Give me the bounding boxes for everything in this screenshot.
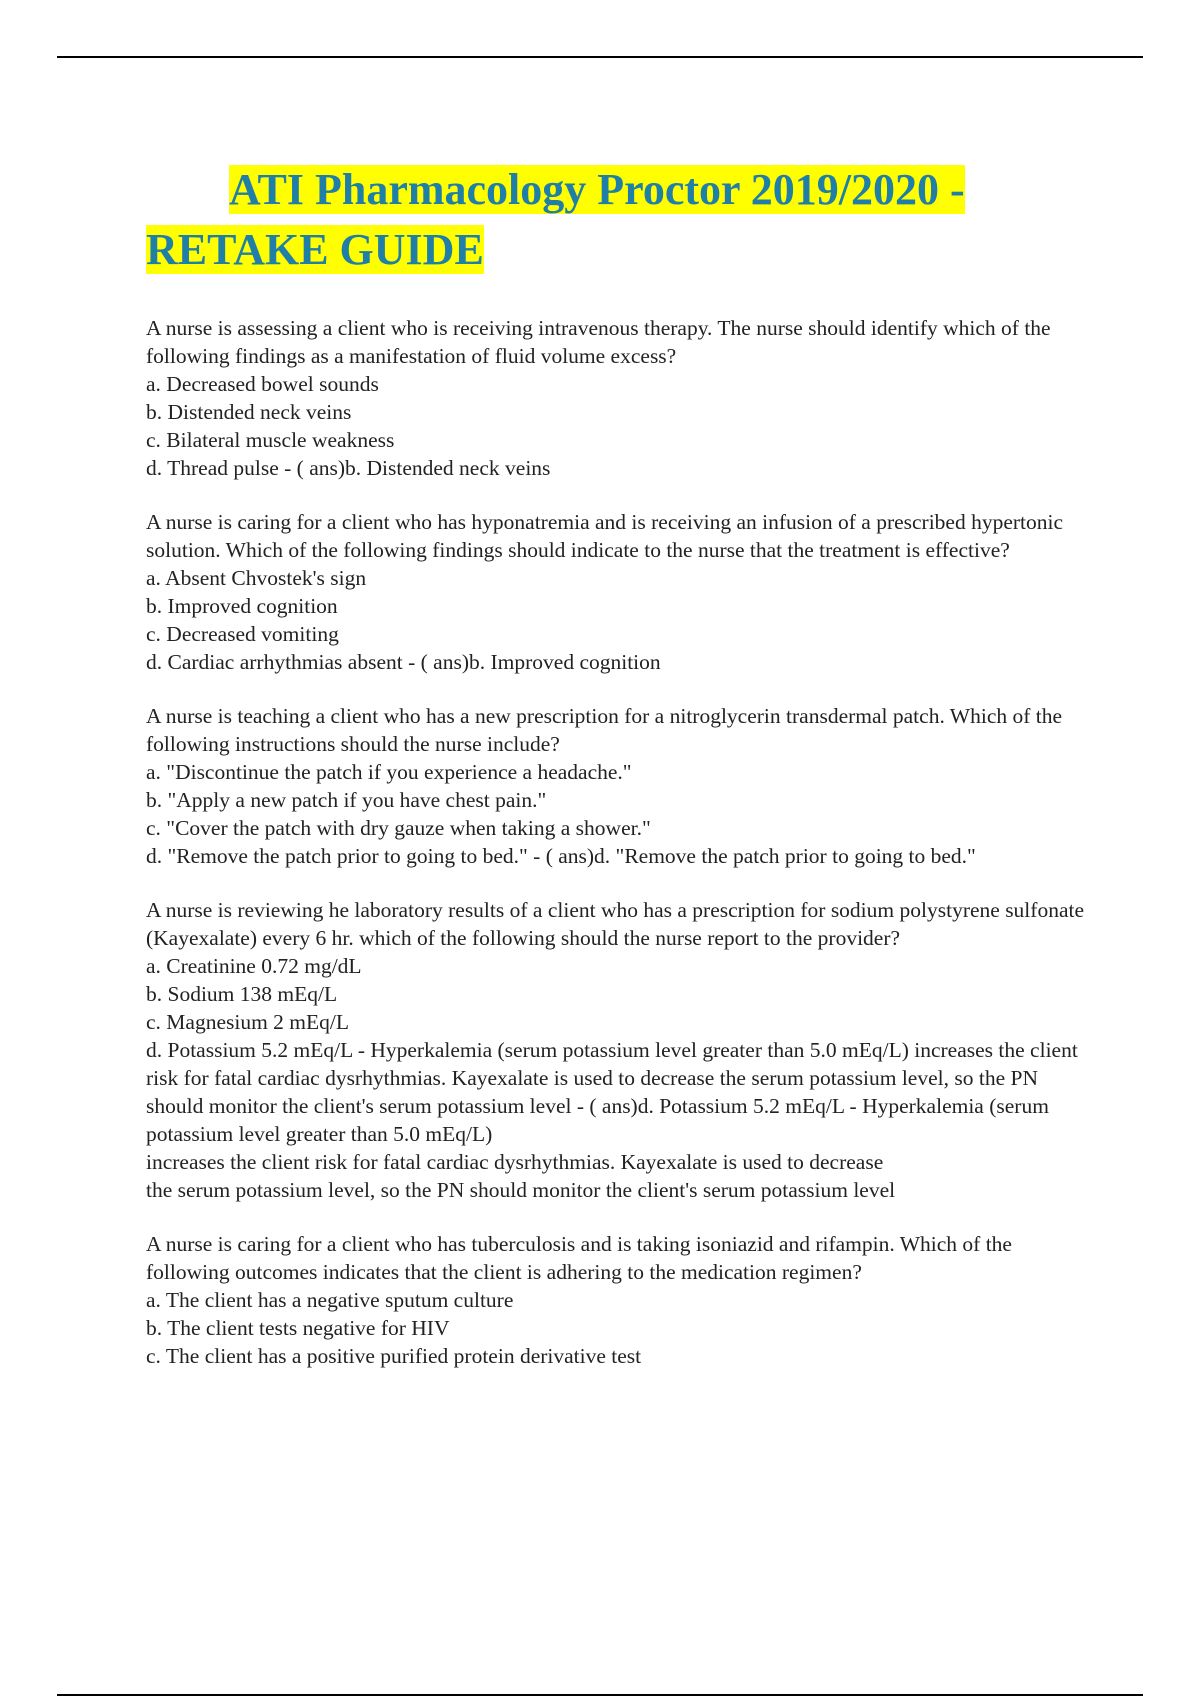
- answer-continued-line-2: the serum potassium level, so the PN should monitor the client's serum potassium level: [146, 1178, 896, 1202]
- option-d-with-answer: d. Potassium 5.2 mEq/L - Hyperkalemia (serum potassium level greater than 5.0 mEq/L) increases the client risk for fatal cardiac dysrhythmias. Kayexalate is used to decrease the serum potassium level, so the PN should monitor the client's serum potassium level - ( ans)d. Potassium 5.2 mEq/L - Hyperkalemia (serum potassium level greater than 5.0 mEq/L): [146, 1038, 1078, 1146]
- option-a: a. "Discontinue the patch if you experience a headache.": [146, 760, 632, 784]
- option-c: c. Bilateral muscle weakness: [146, 428, 395, 452]
- title-line-1: ATI Pharmacology Proctor 2019/2020 -: [229, 165, 965, 214]
- option-a: a. The client has a negative sputum culture: [146, 1288, 514, 1312]
- option-a: a. Creatinine 0.72 mg/dL: [146, 954, 362, 978]
- question-stem: A nurse is assessing a client who is receiving intravenous therapy. The nurse should identify which of the following findings as a manifestation of fluid volume excess?: [146, 316, 1051, 368]
- question-2: [146, 508, 1096, 676]
- option-d-with-answer: d. Thread pulse - ( ans)b. Distended neck veins: [146, 456, 551, 480]
- question-3: [146, 702, 1096, 870]
- option-c: c. Decreased vomiting: [146, 622, 339, 646]
- title-line-2: RETAKE GUIDE: [146, 225, 484, 274]
- option-d-with-answer: d. "Remove the patch prior to going to bed." - ( ans)d. "Remove the patch prior to going to bed.": [146, 844, 976, 868]
- option-a: a. Decreased bowel sounds: [146, 372, 379, 396]
- question-5: [146, 1230, 1096, 1370]
- option-c: c. Magnesium 2 mEq/L: [146, 1010, 350, 1034]
- option-b: b. Improved cognition: [146, 594, 338, 618]
- option-c: c. "Cover the patch with dry gauze when taking a shower.": [146, 816, 651, 840]
- option-b: b. "Apply a new patch if you have chest pain.": [146, 788, 547, 812]
- option-c: c. The client has a positive purified protein derivative test: [146, 1344, 642, 1368]
- top-rule: [57, 56, 1143, 58]
- question-stem: A nurse is teaching a client who has a new prescription for a nitroglycerin transdermal patch. Which of the following instructions should the nurse include?: [146, 704, 1063, 756]
- question-stem: A nurse is reviewing he laboratory results of a client who has a prescription for sodium polystyrene sulfonate (Kayexalate) every 6 hr. which of the following should the nurse report to the provider?: [146, 898, 1085, 950]
- answer-continued-line-1: increases the client risk for fatal cardiac dysrhythmias. Kayexalate is used to decrease: [146, 1150, 884, 1174]
- option-d-with-answer: d. Cardiac arrhythmias absent - ( ans)b. Improved cognition: [146, 650, 661, 674]
- question-4: [146, 896, 1096, 1204]
- option-a: a. Absent Chvostek's sign: [146, 566, 367, 590]
- option-b: b. The client tests negative for HIV: [146, 1316, 450, 1340]
- option-b: b. Distended neck veins: [146, 400, 352, 424]
- document-title: [146, 160, 1096, 280]
- question-1: [146, 314, 1096, 482]
- bottom-rule: [57, 1694, 1143, 1696]
- document-body: [146, 160, 1096, 1396]
- option-b: b. Sodium 138 mEq/L: [146, 982, 338, 1006]
- question-stem: A nurse is caring for a client who has hyponatremia and is receiving an infusion of a prescribed hypertonic solution. Which of the following findings should indicate to the nurse that the treatment is effective?: [146, 510, 1064, 562]
- question-stem: A nurse is caring for a client who has tuberculosis and is taking isoniazid and rifampin. Which of the following outcomes indicates that the client is adhering to the medication regimen?: [146, 1232, 1012, 1284]
